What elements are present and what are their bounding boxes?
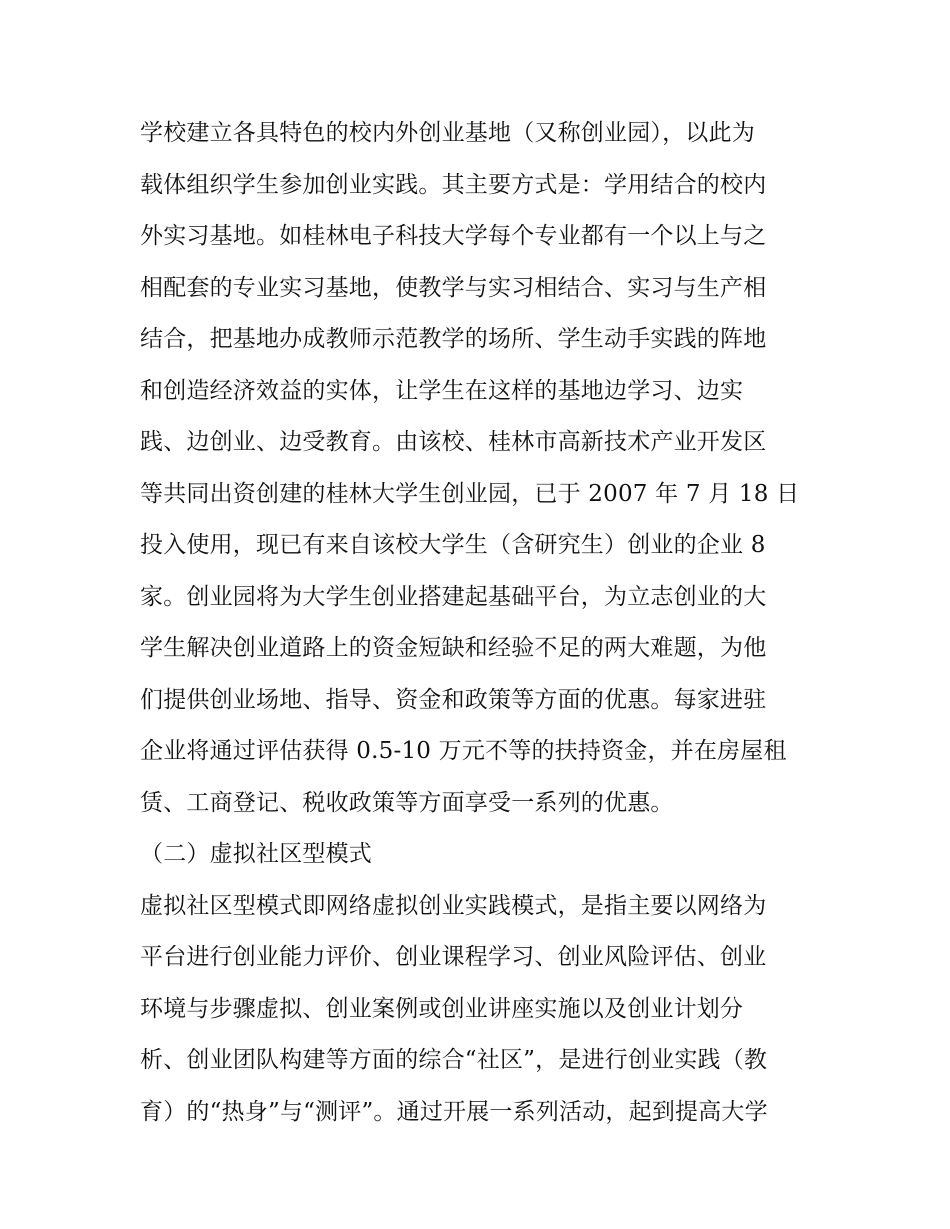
text-line: 学生解决创业道路上的资金短缺和经验不足的两大难题，为他 [140,635,767,661]
text-line: 析、创业团队构建等方面的综合“社区”，是进行创业实践（教 [140,1047,768,1073]
text-line: 相配套的专业实习基地，使教学与实习相结合、实习与生产相 [140,274,767,301]
text-line: 投入使用，现已有来自该校大学生（含研究生）创业的企业 8 [140,532,766,558]
text-line: 赁、工商登记、税收政策等方面享受一系列的优惠。 [140,789,674,816]
text-line: 践、边创业、边受教育。由该校、桂林市高新技术产业开发区 [140,429,767,455]
text-line: 家。创业园将为大学生创业搭建起基础平台，为立志创业的大 [140,583,767,610]
body-text [140,108,820,1138]
text-line: 平台进行创业能力评价、创业课程学习、创业风险评估、创业 [140,944,767,970]
text-line: 和创造经济效益的实体，让学生在这样的基地边学习、边实 [140,377,744,404]
text-line: 们提供创业场地、指导、资金和政策等方面的优惠。每家进驻 [140,686,767,713]
text-line: 环境与步骤虚拟、创业案例或创业讲座实施以及创业计划分 [140,995,744,1022]
text-line: 企业将通过评估获得 0.5-10 万元不等的扶持资金，并在房屋租 [140,738,787,764]
text-line: 外实习基地。如桂林电子科技大学每个专业都有一个以上与之 [140,223,767,249]
text-line: 结合，把基地办成教师示范教学的场所、学生动手实践的阵地 [140,326,767,352]
text-line: 育）的“热身”与“测评”。通过开展一系列活动，起到提高大学 [140,1098,768,1125]
text-line: 学校建立各具特色的校内外创业基地（又称创业园），以此为 [140,120,755,146]
section-heading: （二）虚拟社区型模式 [140,841,372,867]
text-line: 等共同出资创建的桂林大学生创业园，已于 2007 年 7 月 18 日 [140,480,800,507]
text-line: 载体组织学生参加创业实践。其主要方式是：学用结合的校内 [140,171,767,198]
text-line: 虚拟社区型模式即网络虚拟创业实践模式，是指主要以网络为 [140,892,767,919]
